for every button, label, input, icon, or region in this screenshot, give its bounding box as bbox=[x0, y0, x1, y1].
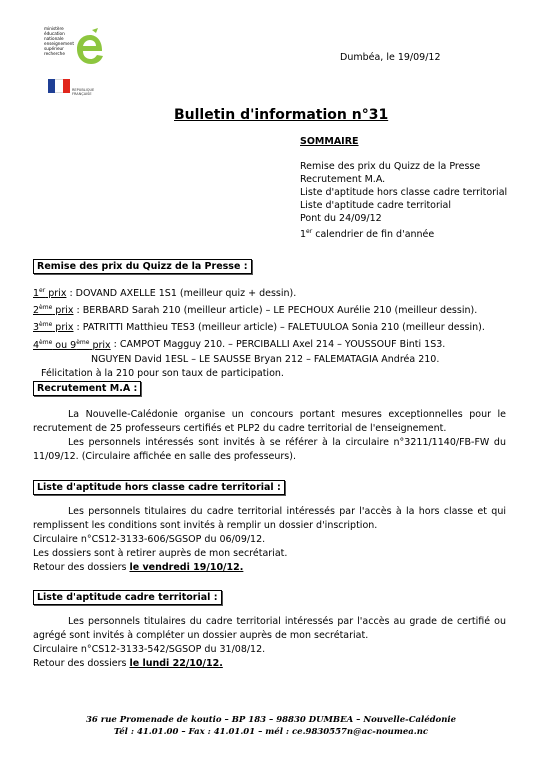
republic-caption: REPUBLIQUE FRANÇAISE bbox=[72, 88, 95, 96]
section-heading-quizz: Remise des prix du Quizz de la Presse : bbox=[33, 259, 252, 274]
prize-label bbox=[33, 288, 66, 299]
retour-label: Retour des dossiers bbox=[33, 658, 130, 669]
logo-line: ministère bbox=[44, 26, 64, 31]
document-date: Dumbéa, le 19/09/12 bbox=[340, 52, 441, 63]
sommaire-item: Liste d'aptitude cadre territorial bbox=[300, 200, 452, 211]
section-quizz-body bbox=[33, 284, 513, 381]
prize-line-4-cont: NGUYEN David 1ESL – LE SAUSSE Bryan 212 – FALEMATAGIA Andréa 210. bbox=[91, 353, 440, 365]
footer bbox=[0, 714, 542, 738]
sup: ème bbox=[39, 338, 53, 346]
sup: ème bbox=[39, 304, 53, 312]
num: 1 bbox=[300, 229, 307, 241]
ministry-logo-text bbox=[44, 26, 76, 56]
prize-text: : DOVAND AXELLE 1S1 (meilleur quiz + dessin). bbox=[66, 288, 297, 300]
ministry-logo bbox=[44, 26, 114, 96]
hors-classe-dossiers: Les dossiers sont à retirer auprès de mon secrétariat. bbox=[33, 548, 288, 559]
label: prix bbox=[45, 288, 67, 300]
retour-date: le vendredi 19/10/12. bbox=[129, 562, 244, 573]
section-heading-cadre: Liste d'aptitude cadre territorial : bbox=[33, 590, 222, 605]
sup: ème bbox=[39, 321, 53, 329]
retour-date: le lundi 22/10/12. bbox=[129, 658, 223, 669]
prize-line-1 bbox=[33, 284, 513, 301]
retour-label: Retour des dossiers bbox=[33, 562, 130, 573]
sommaire-item: Recrutement M.A. bbox=[300, 174, 386, 185]
num: 2 bbox=[33, 305, 40, 317]
prize-label bbox=[33, 305, 74, 316]
sup: ème bbox=[76, 338, 90, 346]
prize-text: : PATRITTI Matthieu TES3 (meilleur article) – FALETUULOA Sonia 210 (meilleur dessin). bbox=[73, 322, 485, 334]
logo-line: éducation bbox=[44, 31, 65, 36]
hors-classe-para: Les personnels titulaires du cadre territorial intéressés par l'accès à la hors classe et qui remplissent les conditions sont invités à remplir un dossier d'inscription. bbox=[33, 506, 506, 531]
bulletin-title: Bulletin d'information n°31 bbox=[174, 107, 389, 123]
section-recrutement-body bbox=[33, 408, 506, 464]
sommaire-item: Liste d'aptitude hors classe cadre territorial bbox=[300, 187, 508, 198]
hors-classe-circulaire: Circulaire n°CS12-3133-606/SGSOP du 06/09/12. bbox=[33, 534, 266, 545]
section-heading-hors-classe: Liste d'aptitude hors classe cadre territorial : bbox=[33, 480, 285, 495]
french-flag-icon bbox=[48, 79, 70, 93]
sup: er bbox=[39, 287, 46, 294]
prize-label bbox=[33, 322, 74, 333]
recrutement-para-2: Les personnels intéressés sont invités à se référer à la circulaire n°3211/1140/FB-FW du 11/09/12. (Circulaire affichée en salle des professeurs). bbox=[33, 437, 506, 462]
recrutement-para-1: La Nouvelle-Calédonie organise un concours portant mesures exceptionnelles pour le recrutement de 25 professeurs certifiés et PLP2 du cadre territorial de l'enseignement. bbox=[33, 409, 506, 434]
logo-line: supérieur bbox=[44, 46, 64, 51]
logo-line: recherche bbox=[44, 51, 65, 56]
label: prix bbox=[52, 322, 74, 334]
felicitation: Félicitation à la 210 pour son taux de participation. bbox=[41, 367, 284, 379]
logo-line: nationale bbox=[44, 36, 64, 41]
prize-line-2 bbox=[33, 301, 513, 318]
sommaire-item: Remise des prix du Quizz de la Presse bbox=[300, 161, 481, 172]
num: 1 bbox=[33, 288, 40, 300]
sup: er bbox=[306, 228, 313, 235]
e-logo-icon bbox=[74, 28, 108, 68]
cadre-circulaire: Circulaire n°CS12-3133-542/SGSOP du 31/08/12. bbox=[33, 644, 266, 655]
section-hors-classe-body bbox=[33, 505, 506, 575]
label: prix bbox=[89, 339, 111, 351]
num: 3 bbox=[33, 322, 40, 334]
prize-line-3 bbox=[33, 318, 513, 335]
mid: ou 9 bbox=[52, 339, 77, 351]
footer-address: 36 rue Promenade de koutio – BP 183 – 98830 DUMBEA – Nouvelle-Calédonie bbox=[85, 715, 457, 725]
sommaire-item bbox=[300, 225, 508, 241]
footer-contact: Tél : 41.01.00 – Fax : 41.01.01 – mél : ce.9830557n@ac-noumea.nc bbox=[113, 727, 429, 737]
sommaire-heading: SOMMAIRE bbox=[300, 136, 359, 147]
prize-text: : CAMPOT Magguy 210. – PERCIBALLI Axel 214 – YOUSSOUF Binti 1S3. bbox=[110, 339, 446, 351]
label: prix bbox=[52, 305, 74, 317]
cadre-para: Les personnels titulaires du cadre territorial intéressés par l'accès au grade de certifié ou agrégé sont invités à compléter un dossier auprès de mon secrétariat. bbox=[33, 616, 506, 641]
prize-text: : BERBARD Sarah 210 (meilleur article) – LE PECHOUX Aurélie 210 (meilleur dessin). bbox=[73, 305, 478, 317]
section-heading-recrutement: Recrutement M.A : bbox=[33, 381, 141, 396]
section-cadre-body bbox=[33, 615, 506, 671]
prize-label bbox=[33, 340, 111, 351]
prize-line-4 bbox=[33, 335, 513, 352]
sommaire-list bbox=[300, 160, 508, 241]
sommaire-item: Pont du 24/09/12 bbox=[300, 213, 382, 224]
cadre-retour bbox=[33, 657, 506, 671]
text: calendrier de fin d'année bbox=[312, 229, 435, 241]
logo-line: enseignement bbox=[44, 41, 74, 46]
num: 4 bbox=[33, 339, 40, 351]
hors-classe-retour bbox=[33, 561, 506, 575]
